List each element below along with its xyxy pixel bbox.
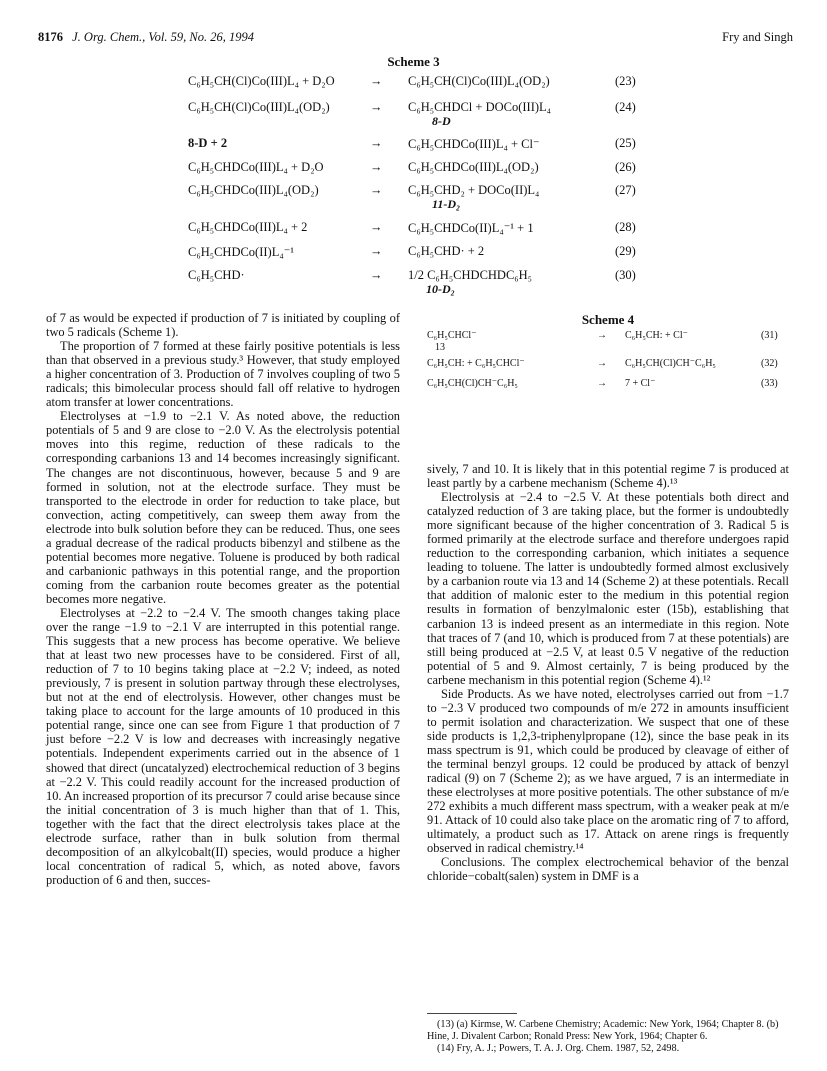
products: C₆H₅CHDCo(II)L₄⁻¹ + 1: [408, 221, 534, 235]
paragraph: of 7 as would be expected if production of 7 is initiated by coupling of two 5 radicals (Scheme 1).: [46, 311, 400, 340]
reactants: C₆H₅CH(Cl)Co(III)L₄(OD₂): [188, 100, 330, 114]
scheme4-title: Scheme 4: [581, 312, 635, 327]
compound-label: 13: [435, 342, 445, 353]
journal-citation: J. Org. Chem., Vol. 59, No. 26, 1994: [72, 30, 254, 44]
reactants: C₆H₅CHDCo(III)L₄(OD₂): [188, 183, 319, 197]
right-column: [427, 462, 789, 883]
paragraph: Electrolysis at −2.4 to −2.5 V. At these potentials both direct and catalyzed reduction of 3 are taking place, but the former is undoubtedly more significant because of the higher concentration of 3. Radical 5 is formed primarily at the electrode surface and therefore undergoes rapid reduction to the corresponding carbanion, which initiates a sequence leading to toluene. The latter is undoubtedly formed almost exclusively by a carbanion route via 13 and 14 (Scheme 2) at these potentials. Recall that addition of malonic ester to the medium in this potential region results in formation of benzylmalonic ester (15b), establishing that carbanion 13 is indeed present as an intermediate in this region. Note that traces of 7 (and 10, which is produced from 7 at these potentials) are still being produced at −2.5 V, at least 0.5 V negative of the reduction potential of 5 and 9. Almost certainly, 7 is being produced by the carbene mechanism in this potential region (Scheme 4).¹²: [427, 490, 789, 687]
scheme4-row: [427, 378, 789, 404]
reaction-arrow: →: [370, 220, 383, 234]
reaction-arrow: →: [597, 358, 607, 369]
reaction-arrow: →: [597, 378, 607, 389]
products: C₆H₅CH: + Cl⁻: [625, 330, 688, 341]
footnote: (14) Fry, A. J.; Powers, T. A. J. Org. Chem. 1987, 52, 2498.: [437, 1042, 680, 1054]
compound-label: 10-D₂: [426, 282, 455, 296]
reactants: C₆H₅CHD·: [188, 268, 245, 282]
reaction-arrow: →: [370, 100, 383, 114]
products: C₆H₅CHDCl + DOCo(III)L₄: [408, 100, 552, 114]
reactants: C₆H₅CHCl⁻: [427, 330, 477, 341]
paragraph: Electrolyses at −1.9 to −2.1 V. As noted above, the reduction potentials of 5 and 9 are close to −2.0 V. As the electrolysis potential moves into this regime, reduction of these radicals to the corresponding carbanions 13 and 14 becomes increasingly significant. The changes are not discontinuous, however, because 5 and 9 are formed in solution, not at the electrode surface. They must be transported to the electrode in order for reduction to take place, but convection, acting competitively, can sweep them away from the electrode into bulk solution before they can be reduced. Thus, one sees a gradual decrease of the radical products bibenzyl and stilbene as the potential becomes more negative. Toluene is produced by both radical and carbanionic pathways in this potential range, and the proportion coming from the carbanion route becomes greater as the potential becomes more negative.: [46, 409, 400, 606]
equation-number: (23): [615, 74, 636, 88]
reactants: C₆H₅CH(Cl)Co(III)L₄ + D₂O: [188, 74, 335, 88]
reaction-arrow: →: [370, 74, 383, 88]
products: C₆H₅CHD₂ + DOCo(II)L₄: [408, 183, 540, 197]
products: C₆H₅CHDCo(III)L₄(OD₂): [408, 160, 539, 174]
paragraph: Electrolyses at −2.2 to −2.4 V. The smooth changes taking place over the range −1.9 to −2.1 V are interrupted in this potential range. This suggests that a new process has become operative. We believe that at least two new processes have to be considered. First of all, reduction of 7 to 10 begins taking place at −2.2 V; indeed, as noted previously, 7 is present in solution partway through these electrolyses, but not at the end of electrolysis. However, other changes must be taking place to account for the large amounts of 10 produced in this potential range, since one can see from Figure 1 that production of 7 just before −2.2 V is low and decreases with increasingly negative potentials. Independent experiments carried out in the absence of 1 showed that direct (uncatalyzed) electrochemical reduction of 3 begins at −2.2 V. This could readily account for the increased production of 10. An increased proportion of its precursor 7 could arise because since the initial concentration of 3 is much higher than that of 1. This, together with the fact that the direct electrolysis takes place at the electrode surface, rather than in bulk solution from thermal decomposition of an alkylcobalt(II) species, would produce a higher local concentration of radical 5, which, as noted above, favors production of 6 and then, succes-: [46, 605, 400, 887]
equation-number: (24): [615, 100, 636, 114]
equation-number: (31): [761, 330, 778, 341]
running-header: [38, 30, 254, 45]
footnotes: [427, 1019, 789, 1054]
left-column: [46, 311, 400, 887]
scheme3-title: Scheme 3: [387, 54, 440, 69]
paragraph: sively, 7 and 10. It is likely that in this potential regime 7 is produced at least partly by a carbene mechanism (Scheme 4).¹³: [427, 462, 789, 491]
equation-number: (28): [615, 220, 636, 234]
paragraph: The proportion of 7 formed at these fairly positive potentials is less than that observed in a previous study.³ However, that study employed a higher concentration of 3. Production of 7 involves coupling of two 5 radicals; this bimolecular process should fall off relative to hydrogen atom transfer at lower concentrations.: [46, 339, 400, 410]
reactants: C₆H₅CHDCo(III)L₄ + 2: [188, 220, 308, 234]
products: 1/2 C₆H₅CHDCHDC₆H₅: [408, 268, 533, 282]
products: C₆H₅CHDCo(III)L₄ + Cl⁻: [408, 137, 540, 151]
compound-label: 11-D₂: [432, 197, 461, 211]
compound-label: 8-D: [432, 114, 451, 128]
paragraph: Side Products. As we have noted, electrolyses carried out from −1.7 to −2.3 V produced two compounds of m/e 272 in amounts insufficient to permit isolation and characterization. We suspect that one of these side products is 1,2,3-triphenylpropane (12), since the base peak in its mass spectrum is 91, which could be produced by cleavage of either of the terminal benzyl groups. 12 could be produced by attack of benzyl radical (9) on 7 (Scheme 2); as we have argued, 7 is an intermediate in these electrolyses at more positive potentials. The other substance of m/e 272 exhibits a much different mass spectrum, with a weaker peak at m/e 91. Attack of 10 could also take place on the aromatic ring of 7 to afford, ultimately, a product such as 17. Attack on arene rings is frequently observed in radical chemistry.¹⁴: [427, 686, 789, 856]
products: 7 + Cl⁻: [625, 378, 656, 389]
paragraph: Conclusions. The complex electrochemical behavior of the benzal chloride−cobalt(salen) system in DMF is a: [427, 855, 789, 884]
reactants: C₆H₅CHDCo(II)L₄⁻¹: [188, 245, 295, 259]
equation-number: (32): [761, 358, 778, 369]
scheme3-row: [0, 183, 827, 213]
scheme3-row: [0, 268, 827, 298]
scheme4-row: [427, 330, 789, 356]
reaction-arrow: →: [370, 160, 383, 174]
equation-number: (33): [761, 378, 778, 389]
reaction-arrow: →: [370, 244, 383, 258]
reactants: 8-D + 2: [188, 136, 228, 150]
products: C₆H₅CH(Cl)CH⁻C₆H₅: [625, 358, 716, 369]
equation-number: (30): [615, 268, 636, 282]
equation-number: (25): [615, 136, 636, 150]
scheme3-row: [0, 100, 827, 130]
author-header: Fry and Singh: [722, 30, 793, 44]
footnote: (13) (a) Kirmse, W. Carbene Chemistry; Academic: New York, 1964; Chapter 8. (b) Hine, J. Divalent Carbon; Ronald Press: New York, 1964; Chapter 6.: [427, 1019, 779, 1042]
reaction-arrow: →: [370, 136, 383, 150]
footnote-divider: [427, 1013, 517, 1014]
reaction-arrow: →: [370, 268, 383, 282]
equation-number: (29): [615, 244, 636, 258]
products: C₆H₅CHD· + 2: [408, 244, 485, 258]
reactants: C₆H₅CHDCo(III)L₄ + D₂O: [188, 160, 324, 174]
equation-number: (27): [615, 183, 636, 197]
reaction-arrow: →: [597, 330, 607, 341]
products: C₆H₅CH(Cl)Co(III)L₄(OD₂): [408, 74, 550, 88]
reactants: C₆H₅CH(Cl)CH⁻C₆H₅: [427, 378, 518, 389]
equation-number: (26): [615, 160, 636, 174]
page-number: 8176: [38, 30, 63, 44]
reaction-arrow: →: [370, 183, 383, 197]
reactants: C₆H₅CH: + C₆H₅CHCl⁻: [427, 358, 525, 369]
